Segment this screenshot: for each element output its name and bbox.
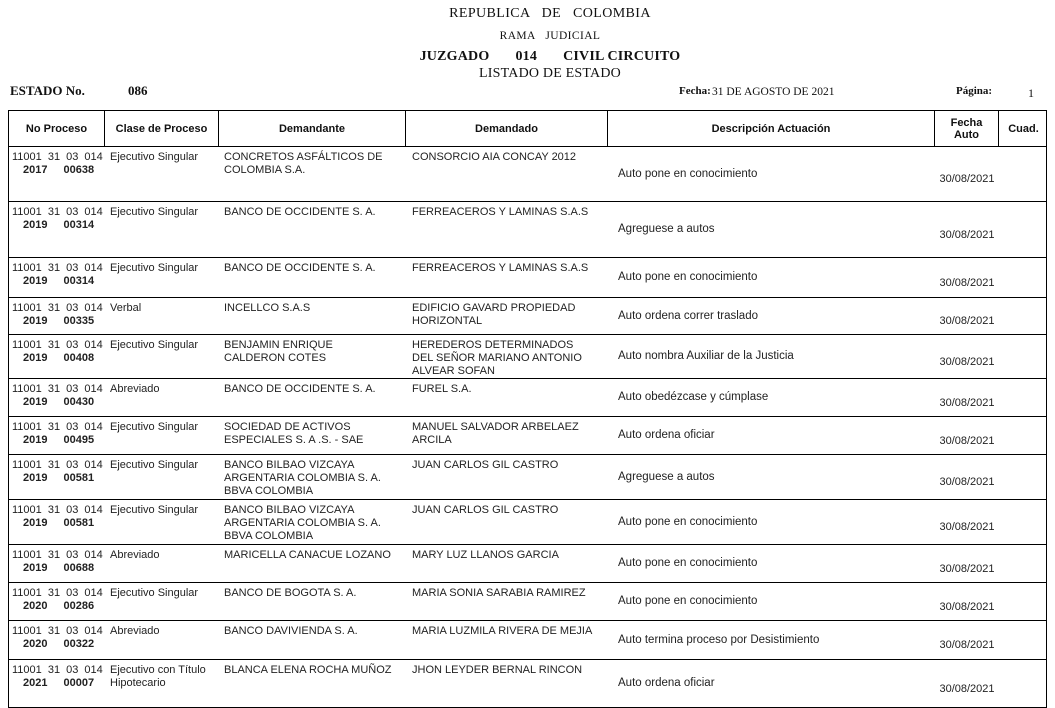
proceso-year: 2019: [23, 517, 48, 529]
cell-no-proceso: [9, 298, 105, 334]
fecha-label: Fecha:: [679, 85, 711, 97]
cell-clase-de-proceso: Ejecutivo con Título Hipotecario: [110, 664, 206, 689]
cell-demandado: CONSORCIO AIA CONCAY 2012: [412, 151, 577, 163]
cell-no-proceso: [9, 379, 105, 416]
cell-demandado: FERREACEROS Y LAMINAS S.A.S: [412, 206, 589, 218]
col-header-demandado: Demandado: [406, 111, 608, 146]
cell-demandante: BANCO BILBAO VIZCAYA ARGENTARIA COLOMBIA S. A. BBVA COLOMBIA: [224, 504, 381, 542]
cell-descripcion-actuacion: Auto pone en conocimiento: [618, 595, 758, 607]
cell-clase-de-proceso: Verbal: [110, 302, 142, 314]
listado-title: LISTADO DE ESTADO: [479, 66, 621, 81]
table-row: [9, 621, 1046, 660]
proceso-code: 11001 31 03 014: [12, 339, 103, 351]
proceso-code: 11001 31 03 014: [12, 549, 103, 561]
cell-clase-de-proceso: Abreviado: [110, 383, 160, 395]
pagina-label: Página:: [956, 85, 993, 97]
cell-descripcion-actuacion: Auto ordena correr traslado: [618, 309, 758, 322]
cell-descripcion-actuacion: Auto obedézcase y cúmplase: [618, 391, 769, 403]
cell-cuaderno: [999, 660, 1048, 707]
cell-cuaderno: [999, 202, 1048, 257]
cell-no-proceso: [9, 202, 105, 257]
cell-demandado: FERREACEROS Y LAMINAS S.A.S: [412, 262, 589, 274]
cell-clase-de-proceso: Abreviado: [110, 625, 160, 637]
col-header-cuaderno: Cuad.: [1008, 122, 1039, 135]
cell-descripcion-actuacion: Auto pone en conocimiento: [618, 515, 758, 528]
cell-fecha-auto: 30/08/2021: [939, 315, 995, 327]
cell-fecha-auto: 30/08/2021: [939, 173, 995, 185]
proceso-year: 2019: [23, 562, 48, 574]
proceso-code: 11001 31 03 014: [12, 625, 103, 637]
table-body: [9, 147, 1046, 707]
cell-no-proceso: [9, 545, 105, 582]
proceso-number: 00007: [63, 677, 95, 689]
cell-no-proceso: [9, 583, 105, 620]
cell-demandado: FUREL S.A.: [412, 383, 472, 395]
cell-fecha-auto: 30/08/2021: [939, 562, 995, 575]
rama-judicial-subtitle: RAMA JUDICIAL: [499, 30, 601, 42]
cell-fecha-auto: 30/08/2021: [939, 521, 995, 533]
cell-demandado: EDIFICIO GAVARD PROPIEDAD HORIZONTAL: [412, 302, 576, 327]
estado-no-label: ESTADO No.: [10, 83, 85, 98]
proceso-expediente: [12, 434, 105, 447]
cell-cuaderno: [999, 500, 1048, 544]
juzgado-label: JUZGADO: [419, 49, 490, 64]
cell-no-proceso: [9, 417, 105, 454]
cell-demandante: BANCO DE BOGOTA S. A.: [224, 587, 357, 599]
cell-fecha-auto: 30/08/2021: [939, 228, 995, 241]
cell-descripcion-actuacion: Agreguese a autos: [618, 223, 715, 235]
proceso-number: 00322: [63, 638, 95, 650]
proceso-expediente: [12, 352, 105, 365]
juzgado-line: [45, 49, 1055, 65]
proceso-code: 11001 31 03 014: [12, 587, 103, 599]
cell-cuaderno: [999, 455, 1048, 499]
cell-cuaderno: [999, 335, 1048, 378]
proceso-code: 11001 31 03 014: [12, 459, 103, 471]
proceso-expediente: [12, 315, 105, 328]
cell-clase-de-proceso: Ejecutivo Singular: [110, 587, 199, 599]
proceso-number: 00638: [63, 164, 95, 176]
proceso-year: 2019: [23, 352, 48, 364]
proceso-code: 11001 31 03 014: [12, 302, 103, 314]
table-header-row: [9, 111, 1046, 147]
cell-demandante: CONCRETOS ASFÁLTICOS DE COLOMBIA S.A.: [224, 151, 383, 176]
proceso-number: 00581: [63, 517, 95, 529]
proceso-code: 11001 31 03 014: [12, 383, 103, 395]
table-row: [9, 417, 1046, 455]
cell-no-proceso: [9, 258, 105, 297]
proceso-code: 11001 31 03 014: [12, 262, 103, 274]
proceso-year: 2019: [23, 315, 48, 327]
document-header: [45, 6, 1055, 82]
cell-no-proceso: [9, 455, 105, 499]
cell-demandante: BANCO DE OCCIDENTE S. A.: [224, 383, 376, 395]
cell-demandado: MARIA SONIA SARABIA RAMIREZ: [412, 587, 586, 599]
col-header-demandante: Demandante: [219, 111, 406, 146]
col-header-descripcion: Descripción Actuación: [608, 111, 935, 146]
cell-clase-de-proceso: Abreviado: [110, 549, 160, 561]
cell-demandante: BENJAMIN ENRIQUE CALDERON COTES: [224, 339, 333, 364]
proceso-number: 00408: [63, 352, 95, 364]
proceso-number: 00581: [63, 472, 95, 484]
cell-demandado: JUAN CARLOS GIL CASTRO: [412, 504, 559, 516]
juzgado-number: 014: [515, 49, 538, 64]
table-row: [9, 147, 1046, 202]
cell-clase-de-proceso: Ejecutivo Singular: [110, 339, 199, 351]
col-header-no-proceso: No Proceso: [9, 111, 105, 146]
table-row: [9, 202, 1046, 258]
proceso-code: 11001 31 03 014: [12, 504, 103, 516]
cell-clase-de-proceso: Ejecutivo Singular: [110, 459, 199, 471]
cell-demandado: MARY LUZ LLANOS GARCIA: [412, 549, 559, 561]
proceso-expediente: [12, 396, 105, 409]
table-row: [9, 500, 1046, 545]
fecha-value: 31 DE AGOSTO DE 2021: [712, 86, 835, 98]
proceso-expediente: [12, 638, 105, 651]
cell-fecha-auto: 30/08/2021: [939, 682, 995, 695]
proceso-expediente: [12, 219, 105, 232]
cell-clase-de-proceso: Ejecutivo Singular: [110, 504, 199, 516]
table-row: [9, 379, 1046, 417]
cell-cuaderno: [999, 379, 1048, 416]
cell-no-proceso: [9, 335, 105, 378]
cell-descripcion-actuacion: Auto pone en conocimiento: [618, 271, 758, 283]
cell-cuaderno: [999, 621, 1048, 659]
cell-descripcion-actuacion: Agreguese a autos: [618, 470, 715, 483]
cell-clase-de-proceso: Ejecutivo Singular: [110, 151, 199, 163]
proceso-number: 00688: [63, 562, 95, 574]
republic-title: REPUBLICA DE COLOMBIA: [449, 6, 651, 21]
table-row: [9, 298, 1046, 335]
proceso-expediente: [12, 472, 105, 485]
cell-fecha-auto: 30/08/2021: [939, 396, 995, 409]
cell-descripcion-actuacion: Auto nombra Auxiliar de la Justicia: [618, 350, 794, 362]
proceso-number: 00286: [63, 600, 95, 612]
cell-clase-de-proceso: Ejecutivo Singular: [110, 262, 199, 274]
cell-clase-de-proceso: Ejecutivo Singular: [110, 421, 199, 433]
cell-fecha-auto: 30/08/2021: [939, 600, 995, 613]
cell-descripcion-actuacion: Auto pone en conocimiento: [618, 557, 758, 569]
cell-demandado: JHON LEYDER BERNAL RINCON: [412, 664, 583, 676]
estado-no-value: 086: [128, 83, 148, 98]
table-row: [9, 583, 1046, 621]
cell-cuaderno: [999, 417, 1048, 454]
table-row: [9, 258, 1046, 298]
cell-no-proceso: [9, 500, 105, 544]
proceso-number: 00430: [63, 396, 95, 408]
cell-cuaderno: [999, 298, 1048, 334]
proceso-code: 11001 31 03 014: [12, 206, 103, 218]
proceso-year: 2019: [23, 219, 48, 231]
proceso-year: 2020: [23, 638, 48, 650]
proceso-expediente: [12, 677, 105, 690]
cell-demandante: BLANCA ELENA ROCHA MUÑOZ: [224, 664, 392, 676]
cell-cuaderno: [999, 545, 1048, 582]
proceso-expediente: [12, 517, 105, 530]
cell-fecha-auto: 30/08/2021: [939, 276, 995, 289]
proceso-code: 11001 31 03 014: [12, 664, 103, 676]
proceso-year: 2019: [23, 396, 48, 408]
proceso-expediente: [12, 600, 105, 613]
cell-demandante: INCELLCO S.A.S: [224, 302, 311, 314]
cell-fecha-auto: 30/08/2021: [939, 639, 995, 651]
proceso-year: 2019: [23, 434, 48, 446]
cell-cuaderno: [999, 583, 1048, 620]
cell-demandante: BANCO DE OCCIDENTE S. A.: [224, 262, 376, 274]
cell-no-proceso: [9, 621, 105, 659]
proceso-expediente: [12, 275, 105, 288]
cell-demandante: BANCO DAVIVIENDA S. A.: [224, 625, 358, 637]
cell-fecha-auto: 30/08/2021: [939, 355, 995, 368]
table-row: [9, 545, 1046, 583]
cell-descripcion-actuacion: Auto pone en conocimiento: [618, 167, 758, 180]
table-row: [9, 455, 1046, 500]
cell-descripcion-actuacion: Auto ordena oficiar: [618, 677, 715, 689]
col-header-clase-de-proceso: Clase de Proceso: [105, 111, 219, 146]
proceso-number: 00495: [63, 434, 95, 446]
cell-fecha-auto: 30/08/2021: [939, 476, 995, 488]
proceso-number: 00314: [63, 219, 95, 231]
cell-demandado: MANUEL SALVADOR ARBELAEZ ARCILA: [412, 421, 579, 446]
cell-demandante: SOCIEDAD DE ACTIVOS ESPECIALES S. A .S. - SAE: [224, 421, 364, 446]
cell-demandante: BANCO BILBAO VIZCAYA ARGENTARIA COLOMBIA S. A. BBVA COLOMBIA: [224, 459, 381, 497]
proceso-code: 11001 31 03 014: [12, 421, 103, 433]
proceso-year: 2019: [23, 275, 48, 287]
cell-descripcion-actuacion: Auto termina proceso por Desistimiento: [618, 633, 820, 646]
cell-demandado: MARIA LUZMILA RIVERA DE MEJIA: [412, 625, 593, 637]
cell-demandante: BANCO DE OCCIDENTE S. A.: [224, 206, 376, 218]
cell-demandado: HEREDEROS DETERMINADOS DEL SEÑOR MARIANO ANTONIO ALVEAR SOFAN: [412, 339, 582, 377]
cell-no-proceso: [9, 147, 105, 201]
table-row: [9, 660, 1046, 707]
proceso-code: 11001 31 03 014: [12, 151, 103, 163]
proceso-number: 00314: [63, 275, 95, 287]
cell-clase-de-proceso: Ejecutivo Singular: [110, 206, 199, 218]
cell-demandante: MARICELLA CANACUE LOZANO: [224, 549, 391, 561]
table-row: [9, 335, 1046, 379]
proceso-year: 2021: [23, 677, 48, 689]
cell-no-proceso: [9, 660, 105, 707]
proceso-year: 2019: [23, 472, 48, 484]
juzgado-type: CIVIL CIRCUITO: [563, 49, 681, 64]
proceso-number: 00335: [63, 315, 95, 327]
estado-table: [8, 110, 1047, 708]
pagina-value: 1: [1028, 86, 1034, 100]
proceso-expediente: [12, 562, 105, 575]
cell-cuaderno: [999, 147, 1048, 201]
cell-cuaderno: [999, 258, 1048, 297]
cell-demandado: JUAN CARLOS GIL CASTRO: [412, 459, 559, 471]
proceso-expediente: [12, 164, 105, 177]
cell-fecha-auto: 30/08/2021: [939, 434, 995, 447]
proceso-year: 2020: [23, 600, 48, 612]
proceso-year: 2017: [23, 164, 48, 176]
cell-descripcion-actuacion: Auto ordena oficiar: [618, 429, 715, 441]
col-header-fecha-auto: Fecha Auto: [935, 111, 999, 146]
